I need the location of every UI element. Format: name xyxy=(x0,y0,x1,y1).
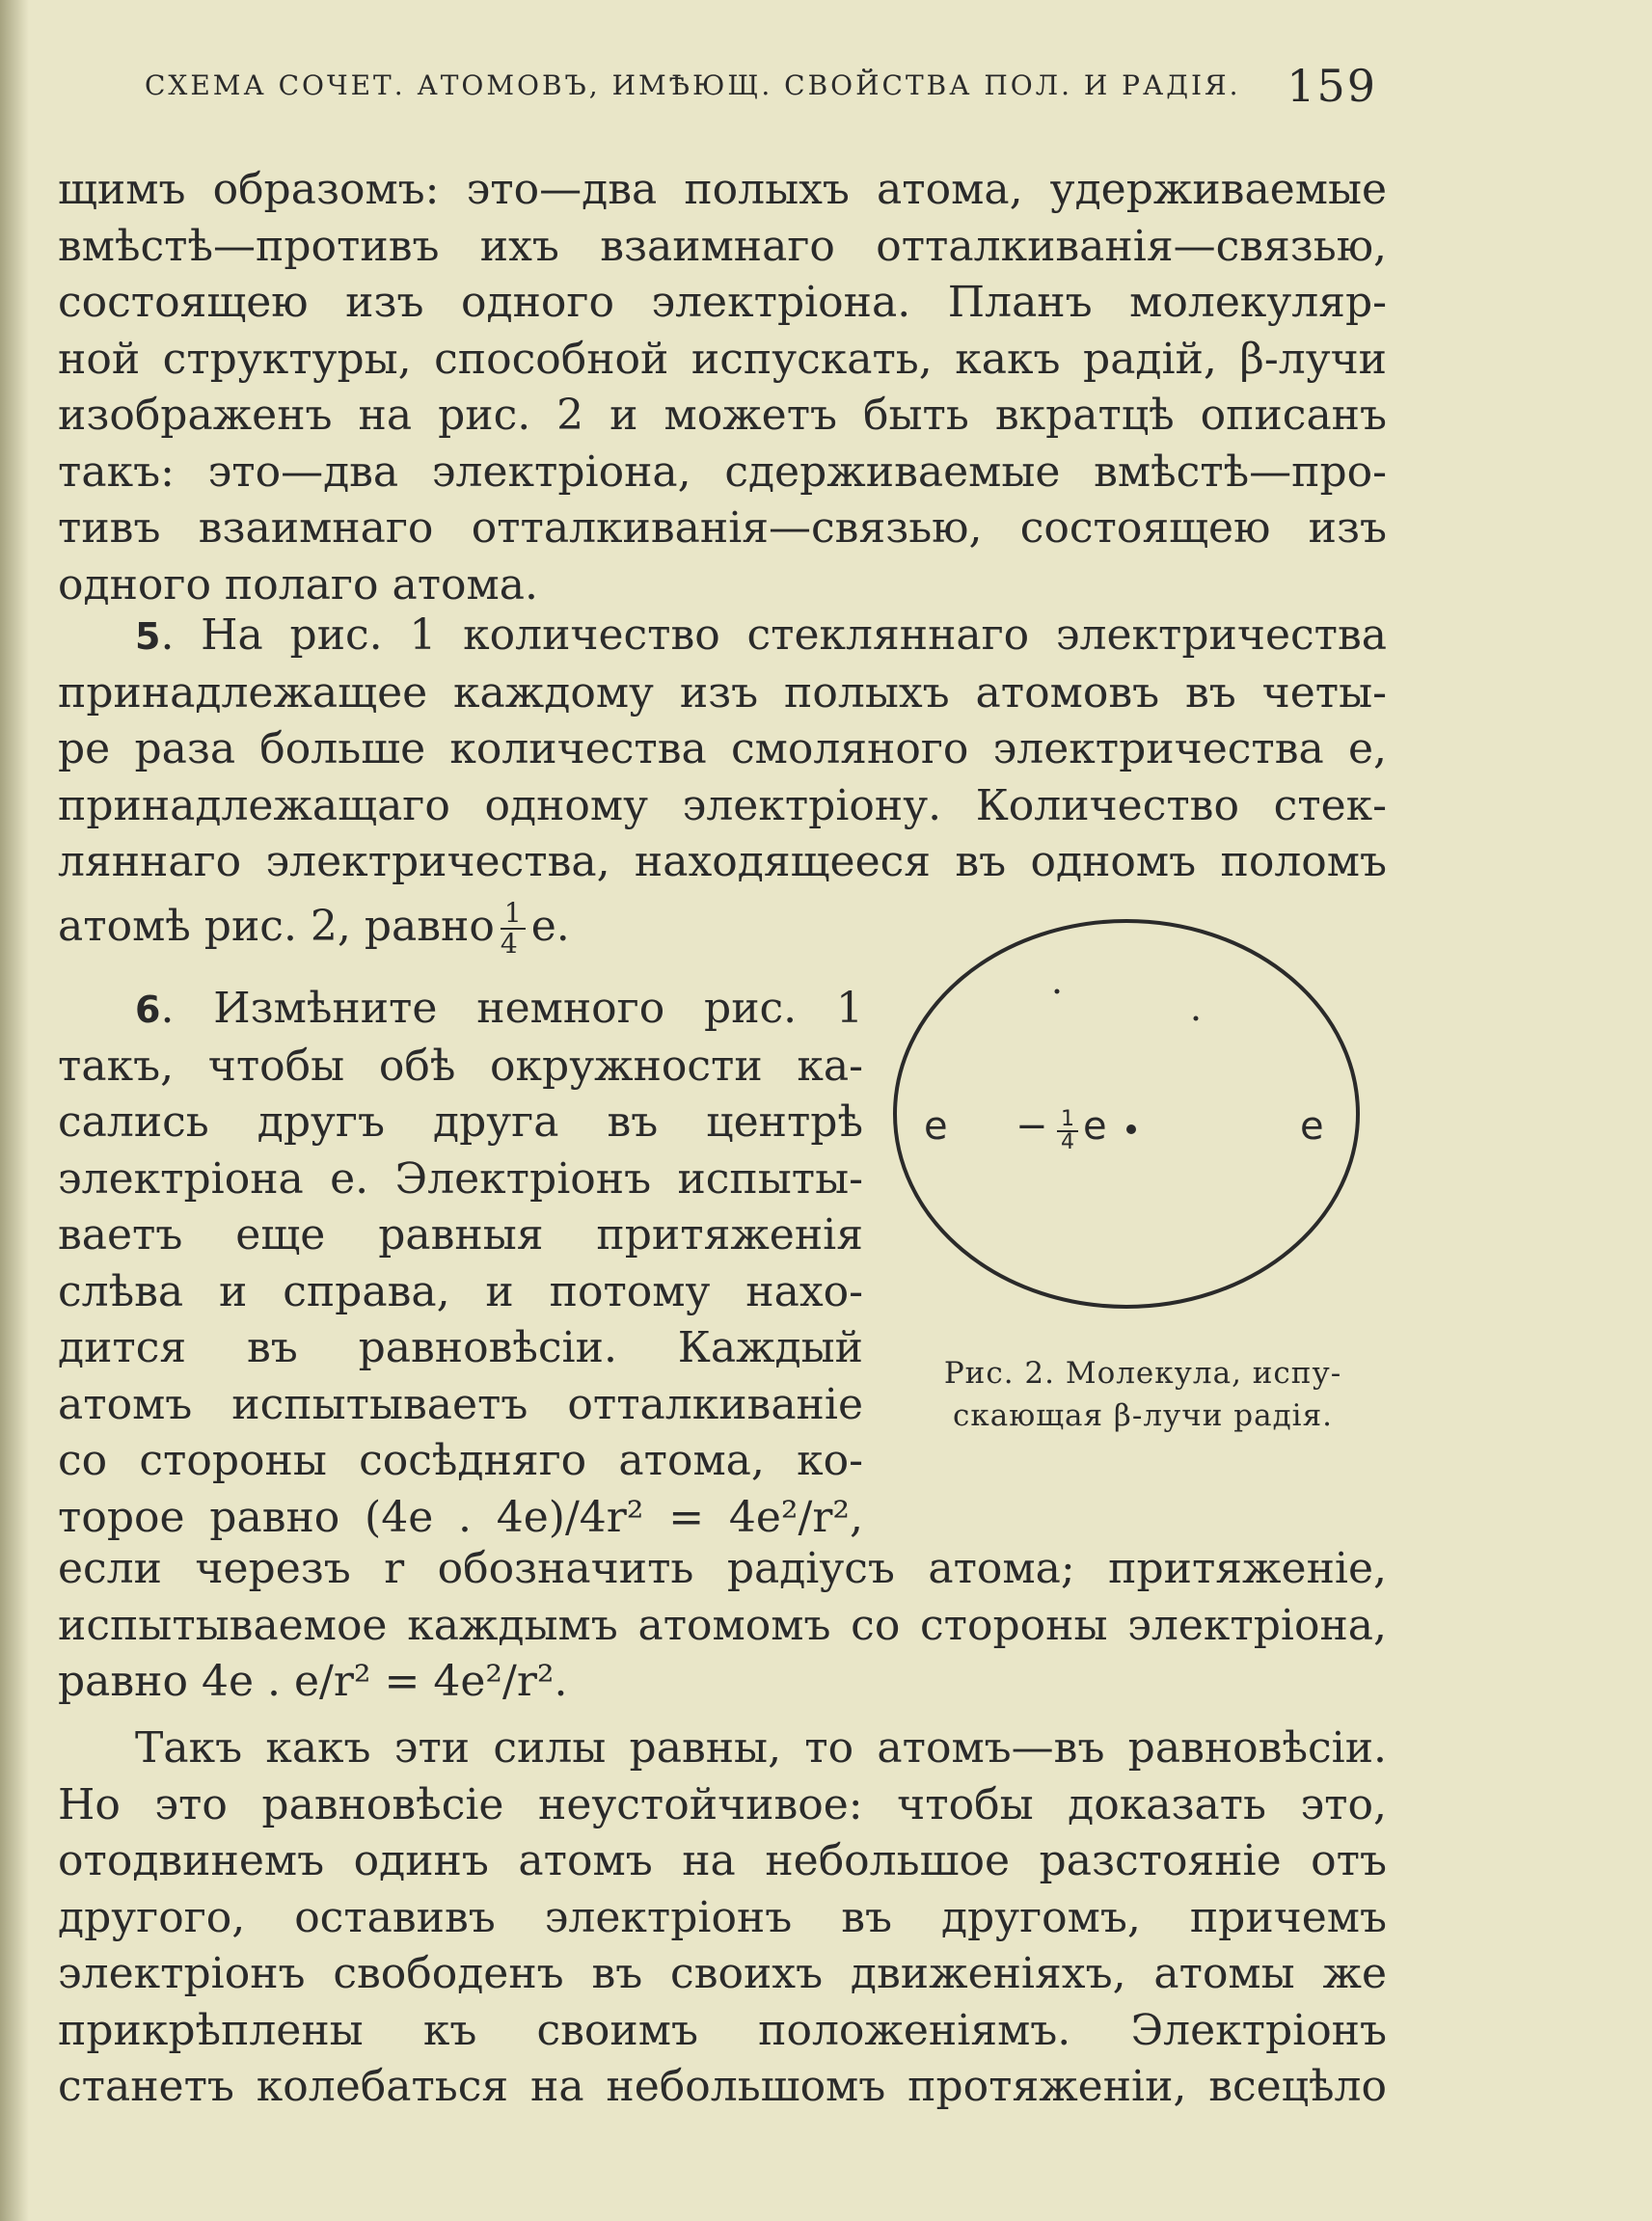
text-line xyxy=(58,608,1387,665)
text-line: сались другъ друга въ центрѣ xyxy=(58,1097,863,1147)
center-fraction xyxy=(1057,1109,1078,1153)
text-line: состоящею изъ одного электріона. Планъ молекуляр- xyxy=(58,278,1387,327)
electrion-label-left: e xyxy=(924,1104,948,1149)
dot-mark xyxy=(1055,989,1060,994)
figure-molecule xyxy=(885,916,1368,1312)
text-line: другого, оставивъ электріонъ въ другомъ, причемъ xyxy=(58,1892,1387,1942)
text-line: если черезъ r обозначить радіусъ атома; притяженіе, xyxy=(58,1544,1387,1593)
fraction-numerator: 1 xyxy=(501,899,526,930)
text-line-content: . На рис. 1 количество стекляннаго электричества xyxy=(160,610,1387,660)
dot-mark xyxy=(1194,1016,1199,1021)
text-line: изображенъ на рис. 2 и можетъ быть вкратцѣ описанъ xyxy=(58,391,1387,440)
text-line-content: . Измѣните немного рис. 1 xyxy=(160,984,863,1033)
caption-line: Рис. 2. Молекула, испу- xyxy=(943,1356,1342,1391)
text-line: электріона e. Электріонъ испыты- xyxy=(58,1153,863,1204)
molecule-diagram xyxy=(885,916,1368,1312)
electrion-label-right: e xyxy=(1300,1104,1324,1149)
text-line: прикрѣплены къ своимъ положеніямъ. Электріонъ xyxy=(58,2005,1387,2055)
text-line: со стороны сосѣдняго атома, ко- xyxy=(58,1436,863,1485)
page-edge-shadow xyxy=(0,0,29,2221)
text-line: отодвинемъ одинъ атомъ на небольшое разстояніе отъ xyxy=(58,1836,1387,1885)
paragraph-number: 5 xyxy=(135,615,161,658)
text-line-content: атомѣ рис. 2, равно xyxy=(58,901,495,951)
text-line: ваетъ еще равныя притяженія xyxy=(58,1210,863,1259)
fraction xyxy=(501,899,526,959)
text-line: такъ: это—два электріона, сдерживаемые вмѣстѣ—про- xyxy=(58,447,1387,497)
text-line: тивъ взаимнаго отталкиванія—связью, состоящею изъ xyxy=(58,503,1387,553)
text-line-content: e. xyxy=(530,901,570,951)
fraction-numerator: 1 xyxy=(1057,1109,1078,1132)
paragraph-5 xyxy=(58,608,1387,959)
text-line: Такъ какъ эти силы равны, то атомъ—въ равновѣсіи. xyxy=(135,1723,1387,1773)
text-line: вмѣстѣ—противъ ихъ взаимнаго отталкиванія—связью, xyxy=(58,221,1387,271)
text-line: торое равно (4e . 4e)/4r² = 4e²/r², xyxy=(58,1492,863,1542)
fraction-denominator: 4 xyxy=(500,928,518,960)
paragraph-7 xyxy=(58,1720,1387,2116)
text-line: ной структуры, способной испускать, какъ радій, β-лучи xyxy=(58,334,1387,384)
text-line: электріонъ свободенъ въ своихъ движеніяхъ, атомы же xyxy=(58,1949,1387,1998)
center-e: e xyxy=(1083,1104,1107,1149)
text-line: одного полаго атома. xyxy=(58,559,538,609)
figure-caption xyxy=(892,1352,1394,1437)
atom-circle xyxy=(895,921,1358,1307)
caption-line: скающая β-лучи радія. xyxy=(953,1398,1333,1433)
text-line: испытываемое каждымъ атомомъ со стороны электріона, xyxy=(58,1600,1387,1650)
text-line: дится въ равновѣсіи. Каждый xyxy=(58,1323,863,1372)
center-minus: − xyxy=(1016,1104,1048,1149)
text-line: Но это равновѣсіе неустойчивое: чтобы доказать это, xyxy=(58,1779,1387,1829)
electrion-dot xyxy=(1126,1124,1136,1134)
page-number: 159 xyxy=(1286,60,1377,112)
fraction-denominator: 4 xyxy=(1061,1130,1074,1154)
text-line: равно 4e . e/r² = 4e²/r². xyxy=(58,1657,568,1706)
text-line: щимъ образомъ: это—два полыхъ атома, удерживаемые xyxy=(58,165,1387,214)
text-line: принадлежащаго одному электріону. Количество стек- xyxy=(58,780,1387,830)
paragraph-continuation xyxy=(58,162,1387,613)
paragraph-6-column xyxy=(58,981,863,1546)
text-line: ляннаго электричества, находящееся въ одномъ поломъ xyxy=(58,837,1387,886)
paragraph-number: 6 xyxy=(135,989,161,1031)
paragraph-6-continuation xyxy=(58,1541,1387,1711)
text-line: ре раза больше количества смоляного электричества e, xyxy=(58,724,1387,773)
text-line: атомъ испытываетъ отталкиваніе xyxy=(58,1379,863,1429)
text-line xyxy=(58,981,863,1039)
running-head: СХЕМА СОЧЕТ. АТОМОВЪ, ИМѢЮЩ. СВОЙСТВА ПОЛ. И РАДІЯ. xyxy=(145,69,1241,101)
text-line: слѣва и справа, и потому нахо- xyxy=(58,1266,863,1316)
text-line: станетъ колебаться на небольшомъ протяженіи, всецѣло xyxy=(58,2062,1387,2111)
text-line: принадлежащее каждому изъ полыхъ атомовъ въ четы- xyxy=(58,667,1387,718)
text-line: такъ, чтобы обѣ окружности ка- xyxy=(58,1041,863,1091)
